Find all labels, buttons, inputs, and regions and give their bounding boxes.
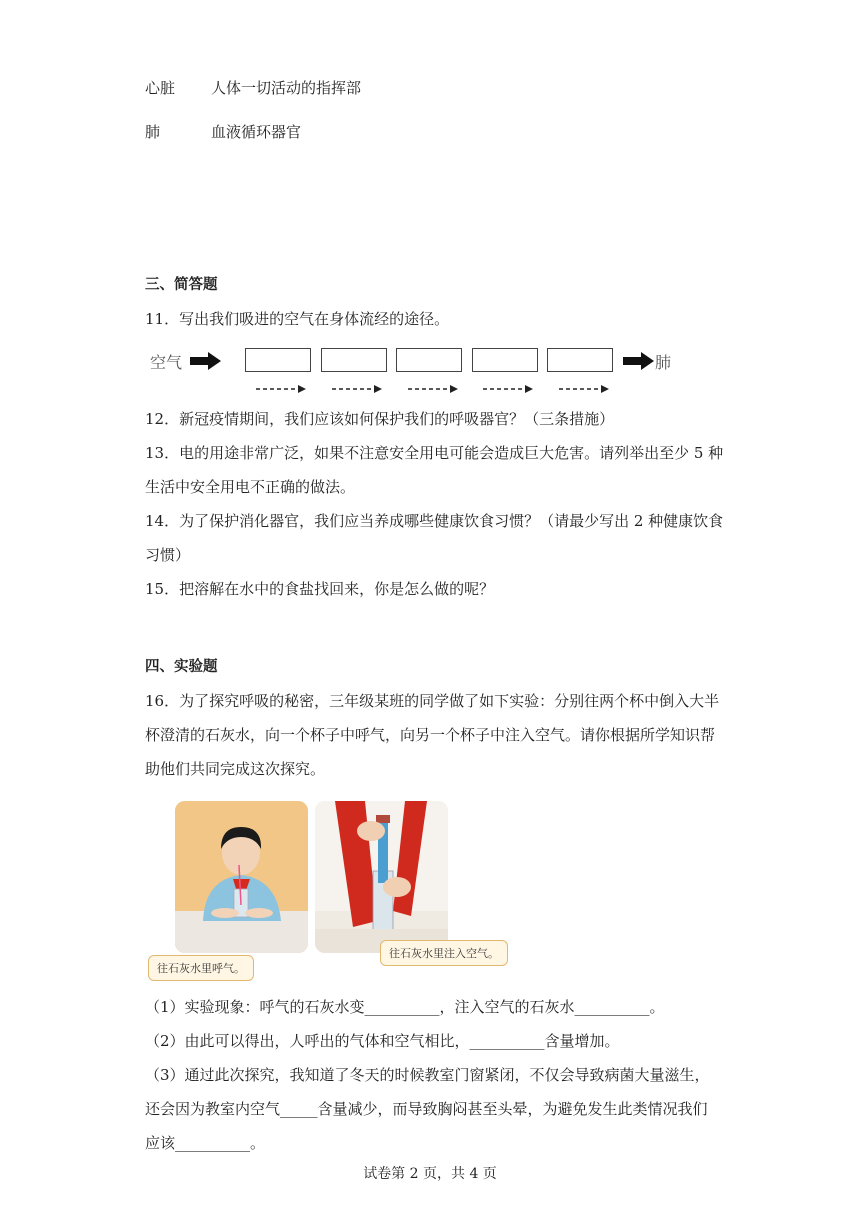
caption-breathing: 往石灰水里呼气。 <box>148 955 254 981</box>
bold-arrow-icon <box>190 352 222 370</box>
photo-breathing-into-limewater <box>175 801 308 953</box>
question-16-line-3: 助他们共同完成这次探究。 <box>145 760 326 778</box>
flow-start-label: 空气 <box>150 353 183 372</box>
question-16-line-1: 16．为了探究呼吸的秘密，三年级某班的同学做了如下实验：分别往两个杯中倒入大半 <box>145 692 720 710</box>
section-title-experiment: 四、实验题 <box>145 659 218 675</box>
flow-answer-box-1[interactable] <box>245 348 311 372</box>
dashed-arrow-icon <box>483 382 533 396</box>
page-footer: 试卷第 2 页，共 4 页 <box>363 1166 497 1182</box>
flow-answer-box-4[interactable] <box>472 348 538 372</box>
sub-question-3-line-2: 还会因为教室内空气_____含量减少，而导致胸闷甚至头晕，为避免发生此类情况我们 <box>145 1100 708 1118</box>
question-14-line-1: 14．为了保护消化器官，我们应当养成哪些健康饮食习惯？（请最少写出 2 种健康饮食 <box>145 512 724 530</box>
flow-end-label: 肺 <box>655 353 672 372</box>
flow-answer-box-3[interactable] <box>396 348 462 372</box>
bold-arrow-icon <box>623 352 655 370</box>
sub-question-1: （1）实验现象：呼气的石灰水变__________，注入空气的石灰水__________。 <box>145 998 665 1016</box>
match-left-heart: 心脏 <box>145 79 176 97</box>
question-12: 12．新冠疫情期间，我们应该如何保护我们的呼吸器官？（三条措施） <box>145 410 615 428</box>
question-14-line-2: 习惯） <box>145 546 191 564</box>
dashed-arrow-icon <box>559 382 609 396</box>
question-15: 15．把溶解在水中的食盐找回来，你是怎么做的呢？ <box>145 580 495 598</box>
flow-answer-box-5[interactable] <box>547 348 613 372</box>
dashed-arrow-icon <box>408 382 458 396</box>
match-left-lung: 肺 <box>145 123 161 141</box>
question-16-line-2: 杯澄清的石灰水，向一个杯子中呼气，向另一个杯子中注入空气。请你根据所学知识帮 <box>145 726 716 744</box>
sub-question-3-line-3: 应该__________。 <box>145 1134 266 1152</box>
sub-question-2: （2）由此可以得出，人呼出的气体和空气相比，__________含量增加。 <box>145 1032 620 1050</box>
caption-injecting-air: 往石灰水里注入空气。 <box>380 940 508 966</box>
match-right-command: 人体一切活动的指挥部 <box>211 79 362 97</box>
dashed-arrow-icon <box>332 382 382 396</box>
question-11: 11．写出我们吸进的空气在身体流经的途径。 <box>145 310 450 328</box>
question-13-line-1: 13．电的用途非常广泛，如果不注意安全用电可能会造成巨大危害。请列举出至少 5 种 <box>145 444 724 462</box>
question-13-line-2: 生活中安全用电不正确的做法。 <box>145 478 356 496</box>
sub-question-3-line-1: （3）通过此次探究，我知道了冬天的时候教室门窗紧闭，不仅会导致病菌大量滋生， <box>145 1066 710 1084</box>
flow-answer-box-2[interactable] <box>321 348 387 372</box>
match-right-circulation: 血液循环器官 <box>211 123 302 141</box>
photo-injecting-air-into-limewater <box>315 801 448 953</box>
section-title-short-answer: 三、简答题 <box>145 277 218 293</box>
dashed-arrow-icon <box>256 382 306 396</box>
